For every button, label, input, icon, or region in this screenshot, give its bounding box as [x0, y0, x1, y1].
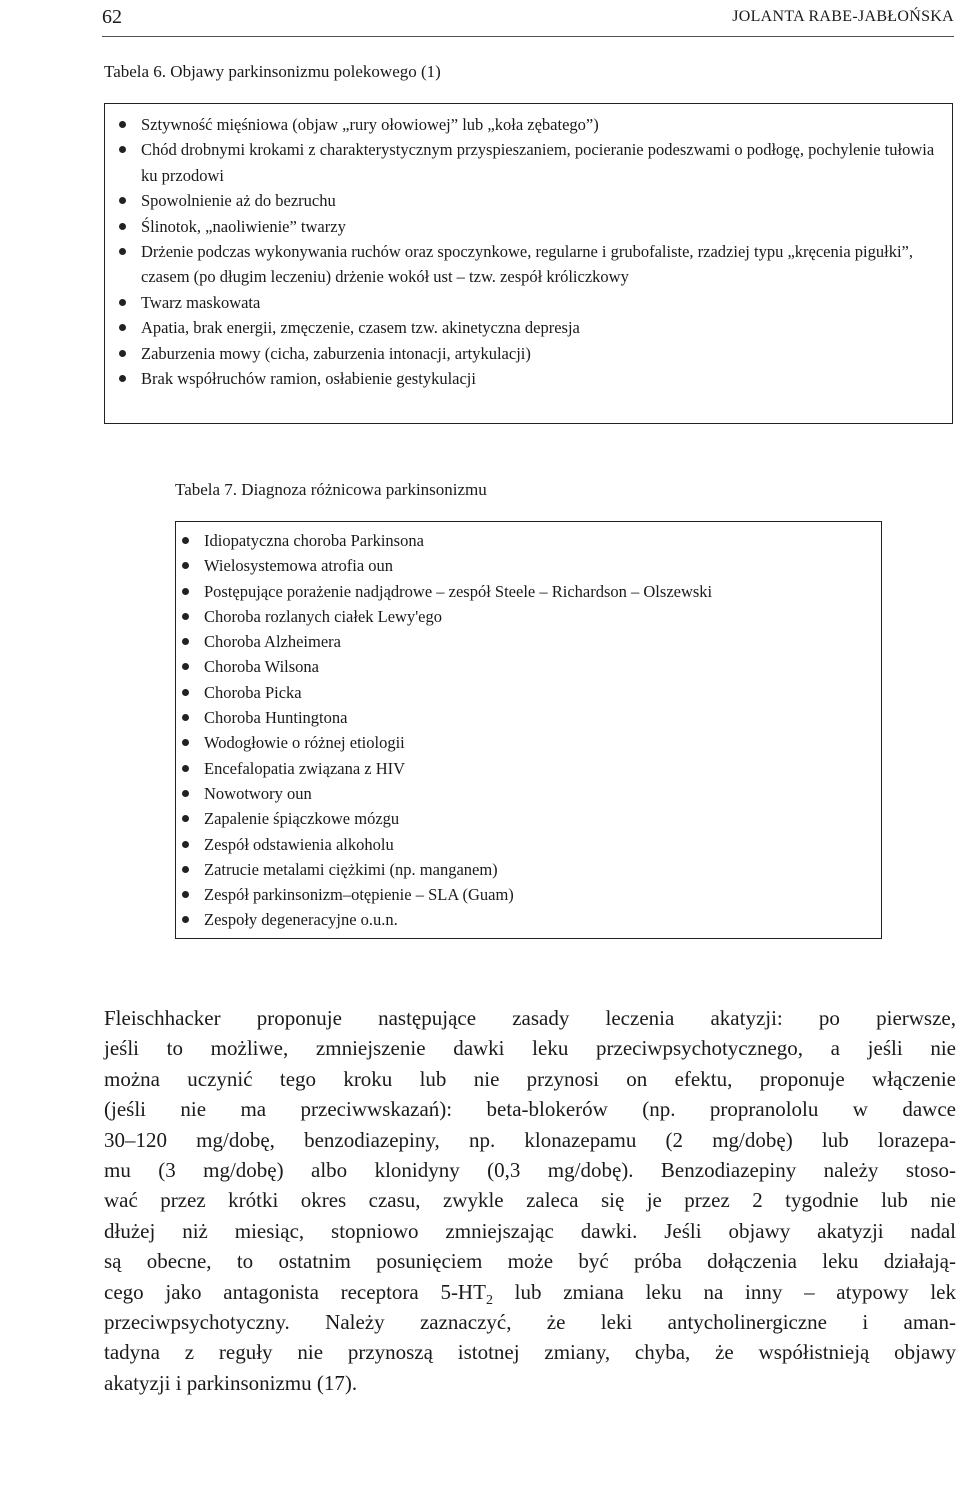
list-item	[182, 730, 871, 755]
bullet-icon	[119, 197, 126, 204]
bullet-icon	[182, 588, 189, 595]
table-6-caption: Tabela 6. Objawy parkinsonizmu polekowego (1)	[104, 62, 441, 81]
running-head: JOLANTA RABE-JABŁOŃSKA	[732, 8, 954, 25]
list-item	[182, 781, 871, 806]
bullet-icon	[119, 375, 126, 382]
list-item	[119, 188, 942, 213]
list-item-text: Choroba Alzheimera	[204, 632, 341, 652]
paragraph-line: można uczynić tego kroku lub nie przynosi on efektu, proponuje włączenie	[104, 1066, 956, 1091]
list-item	[119, 137, 942, 188]
header-rule	[102, 36, 954, 37]
list-item-text: Choroba Wilsona	[204, 657, 319, 677]
list-item	[182, 806, 871, 831]
list-item-text: Sztywność mięśniowa (objaw „rury ołowiowej” lub „koła zębatego”)	[141, 115, 599, 134]
paragraph-line: mu (3 mg/dobę) albo klonidyny (0,3 mg/dobę). Benzodiazepiny należy stoso-	[104, 1158, 956, 1183]
list-item	[119, 239, 942, 290]
list-item	[119, 112, 942, 137]
paragraph-line: 30–120 mg/dobę, benzodiazepiny, np. klonazepamu (2 mg/dobę) lub lorazepa-	[104, 1127, 956, 1152]
list-item-text: Spowolnienie aż do bezruchu	[141, 191, 336, 211]
bullet-icon	[182, 562, 189, 569]
bullet-icon	[182, 916, 189, 923]
bullet-icon	[182, 739, 189, 746]
bullet-icon	[182, 866, 189, 873]
list-item-text: Choroba Picka	[204, 682, 302, 702]
list-item	[182, 553, 871, 578]
list-item-text: Ślinotok, „naoliwienie” twarzy	[141, 216, 346, 236]
bullet-icon	[119, 248, 126, 255]
bullet-icon	[182, 841, 189, 848]
paragraph-line: jeśli to możliwe, zmniejszenie dawki leku przeciwpsychotycznego, a jeśli nie	[104, 1036, 956, 1061]
page-number: 62	[102, 6, 122, 28]
list-item	[119, 366, 942, 391]
paragraph-line: akatyzji i parkinsonizmu (17).	[104, 1370, 358, 1395]
table-6-box	[104, 103, 953, 424]
bullet-icon	[182, 815, 189, 822]
list-item-text: Zapalenie śpiączkowe mózgu	[204, 809, 400, 829]
list-item-text: Idiopatyczna choroba Parkinsona	[204, 531, 424, 550]
table-7-list	[182, 528, 871, 933]
bullet-icon	[119, 324, 126, 331]
bullet-icon	[182, 891, 189, 898]
list-item	[182, 756, 871, 781]
bullet-icon	[182, 663, 189, 670]
list-item-text: Drżenie podczas wykonywania ruchów oraz spoczynkowe, regularne i grubofaliste, rzadziej typu „kręcenia pigułki”, czasem (po długim leczeniu) drżenie wokół ust – tzw. zespół króliczkowy	[141, 242, 913, 287]
list-item-text: Zespół parkinsonizm–otępienie – SLA (Guam)	[204, 885, 514, 905]
page-header	[102, 6, 954, 34]
list-item-text: Zaburzenia mowy (cicha, zaburzenia intonacji, artykulacji)	[141, 343, 531, 363]
bullet-icon	[119, 299, 126, 306]
list-item	[182, 882, 871, 907]
bullet-icon	[182, 714, 189, 721]
paragraph-line: przeciwpsychotyczny. Należy zaznaczyć, że leki antycholinergiczne i aman-	[104, 1310, 956, 1335]
list-item	[119, 315, 942, 340]
list-item-text: Apatia, brak energii, zmęczenie, czasem tzw. akinetyczna depresja	[141, 318, 580, 338]
paragraph-line: Fleischhacker proponuje następujące zasady leczenia akatyzji: po pierwsze,	[104, 1006, 956, 1030]
list-item-text: Zespoły degeneracyjne o.u.n.	[204, 910, 398, 930]
list-item	[182, 680, 871, 705]
list-item-text: Zatrucie metalami ciężkimi (np. manganem)	[204, 859, 498, 879]
paragraph-line: dłużej niż miesiąc, stopniowo zmniejszając dawki. Jeśli objawy akatyzji nadal	[104, 1218, 956, 1243]
bullet-icon	[182, 765, 189, 772]
bullet-icon	[182, 638, 189, 645]
list-item	[182, 907, 871, 932]
list-item-text: Nowotwory oun	[204, 783, 312, 803]
paragraph-text: cego jako antagonista receptora 5-HT	[104, 1279, 486, 1304]
list-item	[182, 705, 871, 730]
list-item	[182, 629, 871, 654]
list-item	[182, 579, 871, 604]
table-7-caption: Tabela 7. Diagnoza różnicowa parkinsonizmu	[175, 480, 487, 499]
list-item	[182, 857, 871, 882]
paragraph-text: lub zmiana leku na inny – atypowy lek	[492, 1279, 956, 1304]
bullet-icon	[119, 350, 126, 357]
paragraph-line: tadyna z reguły nie przynoszą istotnej zmiany, chyba, że współistnieją objawy	[104, 1340, 956, 1365]
list-item-text: Choroba Huntingtona	[204, 708, 348, 728]
list-item-text: Encefalopatia związana z HIV	[204, 758, 406, 778]
list-item-text: Choroba rozlanych ciałek Lewy'ego	[204, 606, 443, 626]
bullet-icon	[182, 537, 189, 544]
bullet-icon	[119, 223, 126, 230]
paragraph-line: (jeśli nie ma przeciwwskazań): beta-blokerów (np. propranololu w dawce	[104, 1097, 956, 1122]
subscript: 2	[485, 1292, 493, 1308]
bullet-icon	[182, 689, 189, 696]
list-item	[119, 341, 942, 366]
list-item	[119, 290, 942, 315]
list-item-text: Twarz maskowata	[141, 292, 261, 312]
paragraph-line	[104, 1277, 956, 1307]
list-item	[182, 604, 871, 629]
list-item-text: Brak współruchów ramion, osłabienie gestykulacji	[141, 369, 476, 389]
bullet-icon	[119, 121, 126, 128]
list-item	[182, 832, 871, 857]
list-item	[182, 654, 871, 679]
paragraph-line: są obecne, to ostatnim posunięciem może być próba dołączenia leku działają-	[104, 1249, 956, 1274]
bullet-icon	[182, 790, 189, 797]
list-item-text: Zespół odstawienia alkoholu	[204, 834, 394, 854]
paragraph-line: wać przez krótki okres czasu, zwykle zaleca się je przez 2 tygodnie lub nie	[104, 1188, 956, 1213]
list-item-text: Wodogłowie o różnej etiologii	[204, 733, 405, 753]
bullet-icon	[119, 146, 126, 153]
list-item-text: Postępujące porażenie nadjądrowe – zespół Steele – Richardson – Olszewski	[204, 581, 713, 601]
list-item-text: Wielosystemowa atrofia oun	[204, 556, 394, 576]
list-item	[182, 528, 871, 553]
list-item	[119, 214, 942, 239]
body-paragraph	[104, 1003, 956, 1398]
table-7-box	[175, 521, 882, 939]
bullet-icon	[182, 613, 189, 620]
list-item-text: Chód drobnymi krokami z charakterystycznym przyspieszaniem, pocieranie podeszwami o podłogę, pochylenie tułowia ku przodowi	[141, 140, 935, 185]
table-6-list	[119, 112, 942, 391]
